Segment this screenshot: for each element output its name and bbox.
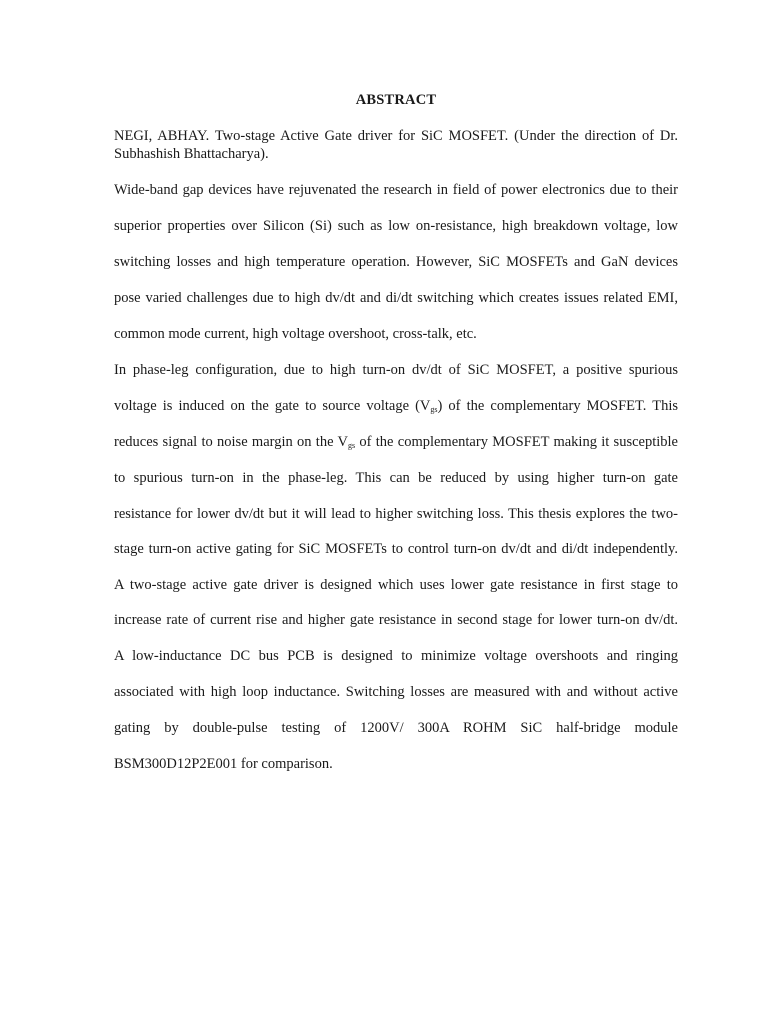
paragraph-1-line-3: switching losses and high temperature operation. However, SiC MOSFETs and GaN devices: [114, 254, 678, 270]
paragraph-2-line-4: to spurious turn-on in the phase-leg. This can be reduced by using higher turn-on gate: [114, 470, 678, 486]
paragraph-2-line-5: resistance for lower dv/dt but it will lead to higher switching loss. This thesis explores the two-: [114, 506, 678, 522]
paragraph-2-line-3-end: of the complementary MOSFET making it susceptible: [355, 434, 678, 450]
paragraph-2-line-2-start: voltage is induced on the gate to source voltage (V: [114, 398, 431, 414]
abstract-heading: ABSTRACT: [355, 92, 437, 108]
paragraph-2-line-11: gating by double-pulse testing of 1200V/ 300A ROHM SiC half-bridge module: [114, 720, 678, 736]
citation-line-2: Subhashish Bhattacharya).: [114, 146, 269, 162]
paragraph-2-line-9: A low-inductance DC bus PCB is designed to minimize voltage overshoots and ringing: [114, 648, 678, 664]
paragraph-2-line-8: increase rate of current rise and higher gate resistance in second stage for lower turn-on dv/dt.: [114, 612, 678, 628]
citation-line-1: NEGI, ABHAY. Two-stage Active Gate driver for SiC MOSFET. (Under the direction of Dr.: [114, 128, 678, 144]
paragraph-1-line-2: superior properties over Silicon (Si) such as low on-resistance, high breakdown voltage, low: [114, 218, 678, 234]
paragraph-2-line-3: [114, 433, 678, 451]
paragraph-2-line-2-end: ) of the complementary MOSFET. This: [437, 398, 678, 414]
paragraph-2-line-7: A two-stage active gate driver is designed which uses lower gate resistance in first stage to: [114, 577, 678, 593]
vgs-subscript: gs: [430, 405, 438, 414]
paragraph-2-line-10: associated with high loop inductance. Switching losses are measured with and without active: [114, 684, 678, 700]
paragraph-2-line-6: stage turn-on active gating for SiC MOSFETs to control turn-on dv/dt and di/dt independently.: [114, 541, 678, 557]
paragraph-1-line-4: pose varied challenges due to high dv/dt and di/dt switching which creates issues related EMI,: [114, 290, 678, 306]
paragraph-2-line-12: BSM300D12P2E001 for comparison.: [114, 756, 333, 772]
paragraph-1-line-5: common mode current, high voltage overshoot, cross-talk, etc.: [114, 326, 477, 342]
paragraph-2-line-3-start: reduces signal to noise margin on the V: [114, 434, 348, 450]
paragraph-2-line-2: [114, 397, 678, 415]
vgs-subscript-2: gs: [348, 441, 356, 450]
paragraph-1-line-1: Wide-band gap devices have rejuvenated the research in field of power electronics due to their: [114, 182, 678, 198]
paragraph-2-line-1: In phase-leg configuration, due to high turn-on dv/dt of SiC MOSFET, a positive spurious: [114, 362, 678, 378]
